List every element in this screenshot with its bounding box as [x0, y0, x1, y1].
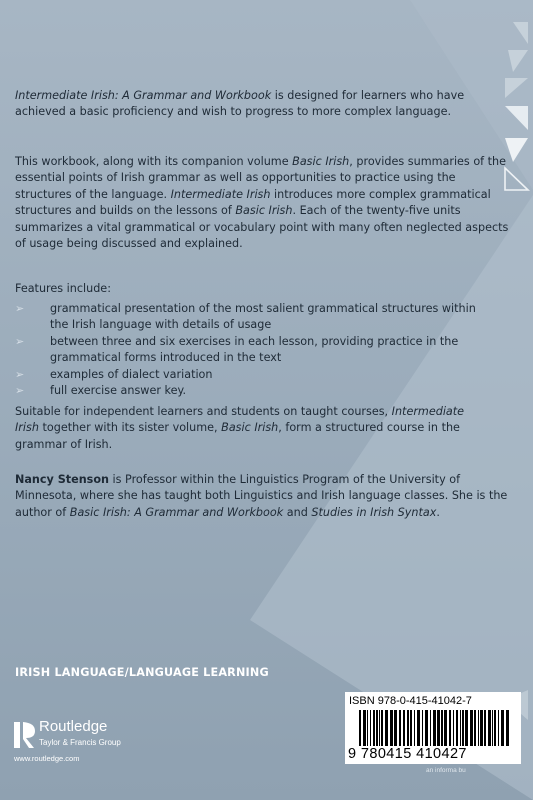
barcode-bar [417, 710, 420, 746]
routledge-logo-icon [14, 720, 36, 750]
barcode-bar [465, 710, 468, 746]
barcode-bar [359, 710, 361, 746]
barcode-bar [394, 710, 397, 746]
feature-item [15, 334, 485, 367]
para2-italic-a: Basic Irish [292, 155, 350, 168]
barcode-bar [410, 710, 412, 746]
barcode-bar [385, 710, 388, 746]
para2-text-a: This workbook, along with its companion volume [15, 155, 293, 168]
bullet-arrow-icon: ➢ [15, 367, 25, 381]
barcode-bar [462, 710, 464, 746]
barcode-bar [367, 710, 368, 746]
barcode-bar [425, 710, 428, 746]
informa-note: an informa bu [426, 767, 466, 774]
barcode-bar [399, 710, 401, 746]
barcode-bar [390, 710, 393, 746]
barcode-bar [449, 710, 451, 746]
features-heading: Features include: [15, 282, 111, 295]
para2-text-d: . Each of the twenty-five units summarizes a vital grammatical or vocabulary point with many often neglected aspects of usage being discussed and explained. [15, 204, 509, 251]
barcode-bar [373, 710, 375, 746]
barcode-bar [456, 710, 458, 746]
author-name: Nancy Stenson [15, 473, 109, 486]
barcode-bar [414, 710, 415, 746]
feature-text: examples of dialect variation [50, 367, 213, 381]
bio-italic-a: Basic Irish: A Grammar and Workbook [69, 505, 284, 519]
barcode-bar [480, 710, 483, 746]
barcode-bar [488, 710, 491, 746]
para2-italic-b: Intermediate Irish [170, 187, 271, 201]
barcode-bar [484, 710, 486, 746]
barcode-bar [501, 710, 504, 746]
bullet-arrow-icon: ➢ [15, 384, 25, 398]
barcode-bar [433, 710, 436, 746]
barcode-block [345, 692, 521, 764]
bio-italic-b: Studies in Irish Syntax [311, 505, 437, 519]
publisher-name: Routledge [39, 718, 108, 735]
description-paragraph-2 [15, 154, 515, 252]
barcode-bar [441, 710, 443, 746]
para2-text-b: , provides summaries of the essential points of Irish grammar as well as opportunities to practice using the structures of the language. [15, 155, 507, 201]
para1-text: is designed for learners who have achieved a basic proficiency and wish to progress to more complex language. [15, 89, 465, 119]
description-paragraph-3 [15, 404, 485, 453]
barcode-bar [444, 710, 447, 746]
barcode-bar [494, 710, 496, 746]
barcode-bar [407, 710, 409, 746]
feature-item [15, 301, 485, 334]
bullet-arrow-icon: ➢ [15, 302, 25, 315]
subject-category: IRISH LANGUAGE/LANGUAGE LEARNING [15, 666, 269, 679]
barcode-bar [363, 710, 366, 746]
feature-text: between three and six exercises in each lesson, providing practice in the grammatical forms introduced in the text [50, 334, 459, 365]
barcode-bar [437, 710, 440, 746]
barcode-bar [470, 710, 473, 746]
bullet-arrow-icon: ➢ [15, 334, 25, 348]
para3-text-c: , form a structured course in the grammar of Irish. [15, 421, 460, 451]
para3-text-a: Suitable for independent learners and students on taught courses, [15, 405, 392, 418]
bio-text-b: and [283, 505, 312, 519]
publisher-url[interactable]: www.routledge.com [14, 754, 80, 763]
bio-text-c: . [436, 505, 440, 519]
barcode-bar [506, 710, 509, 746]
barcode-bar [474, 710, 476, 746]
description-paragraph-1 [15, 88, 515, 121]
para2-italic-c: Basic Irish [235, 204, 293, 218]
feature-text: grammatical presentation of the most salient grammatical structures within the Irish language with details of usage [50, 302, 476, 332]
para3-text-b: together with its sister volume, [38, 421, 222, 435]
barcode-bar [430, 710, 431, 746]
barcode-bar [478, 710, 479, 746]
barcode-bar [370, 710, 371, 746]
book-title-italic: Intermediate Irish: A Grammar and Workbook [15, 89, 272, 102]
feature-text: full exercise answer key. [50, 384, 187, 398]
feature-item [15, 367, 485, 383]
barcode [359, 710, 511, 746]
features-list [15, 301, 485, 399]
barcode-bar [381, 710, 383, 746]
publisher-group: Taylor & Francis Group [39, 738, 121, 747]
barcode-digits: 9 780415 410427 [348, 746, 467, 762]
para3-italic-a: Intermediate Irish [15, 405, 465, 435]
barcode-bar [403, 710, 405, 746]
barcode-bar [379, 710, 380, 746]
para3-italic-b: Basic Irish [221, 421, 279, 435]
isbn-number: ISBN 978-0-415-41042-7 [349, 695, 472, 707]
barcode-bar [498, 710, 499, 746]
author-bio [15, 472, 515, 521]
barcode-bar [453, 710, 454, 746]
barcode-bar [492, 710, 493, 746]
barcode-bar [460, 710, 461, 746]
feature-item [15, 383, 485, 399]
barcode-bar [422, 710, 423, 746]
barcode-bar [376, 710, 378, 746]
bio-text-a: is Professor within the Linguistics Program of the University of Minnesota, where she has taught both Linguistics and Irish language classes. She is the author of [15, 473, 508, 519]
para2-text-c: introduces more complex grammatical structures and builds on the lessons of [15, 187, 491, 218]
